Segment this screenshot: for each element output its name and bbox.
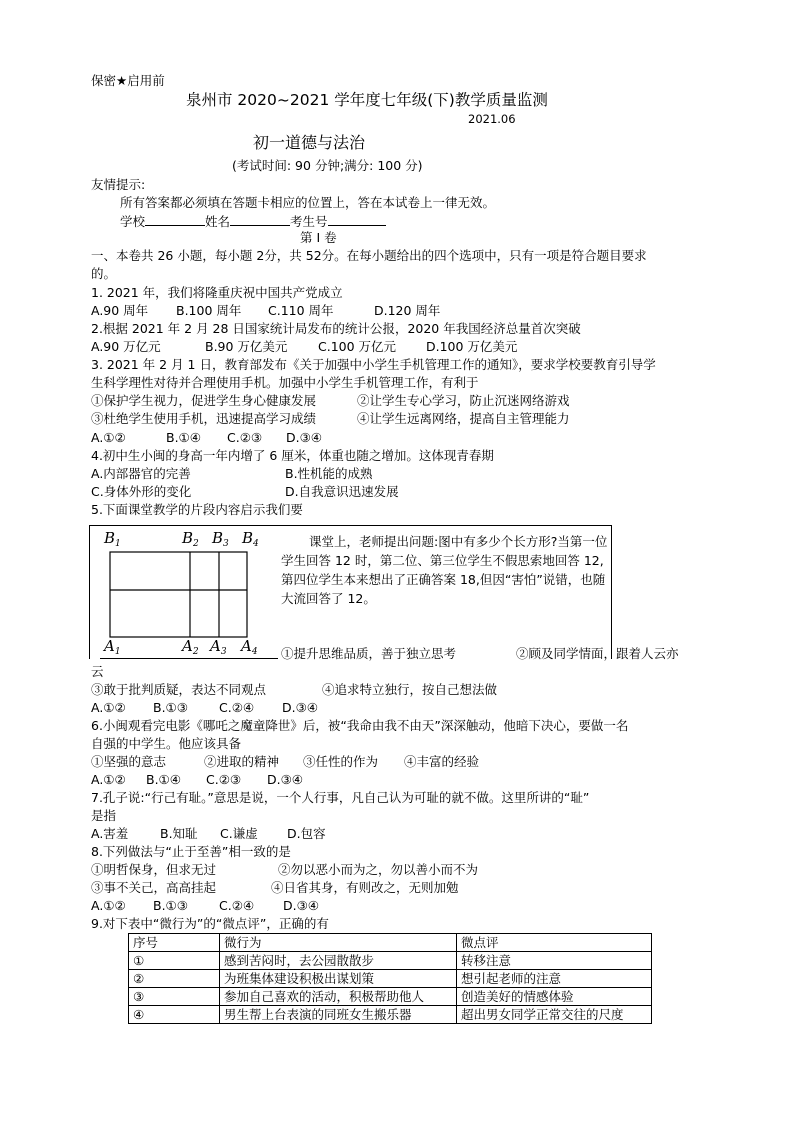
table-cell: 超出男女同学正常交往的尺度 bbox=[457, 1006, 652, 1024]
exam-date: 2021.06 bbox=[468, 112, 516, 126]
q3-stem-line1: 3. 2021 年 2 月 1 日，教育部发布《关于加强中小学生手机管理工作的通知》，要求学校要教育引导学 bbox=[91, 357, 656, 372]
school-field[interactable] bbox=[145, 213, 205, 226]
exam-title: 泉州市 2020~2021 学年度七年级(下)教学质量监测 bbox=[186, 91, 548, 109]
table-cell: 男生帮上台表演的同班女生搬乐器 bbox=[220, 1006, 457, 1024]
q3-option-c: C.②③ bbox=[227, 430, 263, 445]
q1-option-d: D.120 周年 bbox=[374, 303, 441, 318]
q7-stem-line1: 7.孔子说:“行己有耻。”意思是说，一个人行事，凡自己认为可耻的就不做。这里所讲的“耻” bbox=[91, 790, 590, 805]
exam-info: (考试时间: 90 分钟;满分: 100 分) bbox=[232, 158, 423, 173]
q4-option-d: D.自我意识迅速发展 bbox=[285, 484, 399, 499]
q3-option-d: D.③④ bbox=[286, 430, 323, 445]
table-row bbox=[129, 988, 652, 1006]
q5-statement-1: ①提升思维品质，善于独立思考 bbox=[281, 646, 457, 661]
table-cell: 创造美好的情感体验 bbox=[457, 988, 652, 1006]
q6-option-c: C.②③ bbox=[206, 772, 242, 787]
q7-option-d: D.包容 bbox=[287, 826, 326, 841]
school-label: 学校 bbox=[120, 214, 146, 229]
q4-stem: 4.初中生小闽的身高一年内增了 6 厘米，体重也随之增加。这体现青春期 bbox=[91, 448, 494, 463]
label-b4: $B_4$ bbox=[242, 529, 259, 549]
label-a3: $A_3$ bbox=[210, 637, 227, 656]
name-label: 姓名 bbox=[205, 214, 231, 229]
q2-option-d: D.100 万亿美元 bbox=[426, 339, 518, 354]
q2-option-b: B.90 万亿美元 bbox=[205, 339, 288, 354]
rectangle-grid-figure bbox=[98, 526, 268, 656]
q8-option-d: D.③④ bbox=[283, 898, 320, 913]
label-b2: $B_2$ bbox=[182, 529, 199, 549]
q6-option-a: A.①② bbox=[91, 772, 126, 787]
q5-statement-4: ④追求特立独行，按自己想法做 bbox=[322, 682, 498, 697]
confidential-mark: 保密★启用前 bbox=[91, 73, 165, 88]
q8-statement-4: ④日省其身，有则改之，无则加勉 bbox=[271, 880, 459, 895]
q6-stem-line2: 自强的中学生。他应该具备 bbox=[91, 736, 242, 751]
name-field[interactable] bbox=[230, 213, 290, 226]
section-title: 第 I 卷 bbox=[300, 230, 337, 245]
q8-option-c: C.②④ bbox=[219, 898, 255, 913]
q5-option-c: C.②④ bbox=[219, 700, 255, 715]
table-header-cell: 序号 bbox=[129, 934, 220, 952]
section-intro-line2: 的。 bbox=[91, 266, 117, 281]
q5-story-text: 课堂上，老师提出问题:图中有多少个长方形?当第一位学生回答 12 时，第二位、第三位学生不假思索地回答 12,第四位学生本来想出了正确答案 18,但因“害怕”说错，也随大流回答了 12。 bbox=[281, 534, 608, 606]
q4-option-b: B.性机能的成熟 bbox=[285, 466, 373, 481]
q5-statement-2: ②顾及同学情面，跟着人云亦 bbox=[516, 646, 679, 661]
q5-statement-2-cont: 云 bbox=[91, 664, 104, 679]
q8-statement-1: ①明哲保身，但求无过 bbox=[91, 862, 217, 877]
q6-statement-4: ④丰富的经验 bbox=[404, 754, 480, 769]
q4-option-a: A.内部器官的完善 bbox=[91, 466, 191, 481]
label-b3: $B_3$ bbox=[212, 529, 229, 549]
q8-statement-3: ③事不关己，高高挂起 bbox=[91, 880, 217, 895]
section-intro-line1: 一、本卷共 26 小题，每小题 2分，共 52分。在每小题给出的四个选项中，只有一项是符合题目要求 bbox=[91, 248, 647, 263]
q2-option-c: C.100 万亿元 bbox=[318, 339, 397, 354]
table-row bbox=[129, 1006, 652, 1024]
table-cell: ② bbox=[129, 970, 220, 988]
label-a2: $A_2$ bbox=[182, 637, 199, 656]
q7-stem-line2: 是指 bbox=[91, 808, 117, 823]
q6-statement-3: ③任性的作为 bbox=[303, 754, 379, 769]
q1-stem: 1. 2021 年，我们将隆重庆祝中国共产党成立 bbox=[91, 285, 343, 300]
q7-option-c: C.谦虚 bbox=[220, 826, 258, 841]
table-cell: 转移注意 bbox=[457, 952, 652, 970]
number-label: 考生号 bbox=[290, 214, 328, 229]
q6-statement-2: ②进取的精神 bbox=[204, 754, 280, 769]
q2-option-a: A.90 万亿元 bbox=[91, 339, 161, 354]
q5-stem: 5.下面课堂教学的片段内容启示我们要 bbox=[91, 502, 303, 517]
q1-option-b: B.100 周年 bbox=[176, 303, 242, 318]
table-header-cell: 微行为 bbox=[220, 934, 457, 952]
number-field[interactable] bbox=[328, 213, 386, 226]
q7-option-b: B.知耻 bbox=[160, 826, 198, 841]
notice-heading: 友情提示: bbox=[91, 177, 146, 192]
table-cell: 参加自己喜欢的活动，积极帮助他人 bbox=[220, 988, 457, 1006]
label-b1: $B_1$ bbox=[104, 529, 121, 549]
q8-option-a: A.①② bbox=[91, 898, 126, 913]
label-a1: $A_1$ bbox=[104, 637, 121, 656]
table-header-row bbox=[129, 934, 652, 952]
q3-stem-line2: 生科学理性对待并合理使用手机。加强中小学生手机管理工作，有利于 bbox=[91, 375, 479, 390]
table-cell: ① bbox=[129, 952, 220, 970]
q3-statement-4: ④让学生远离网络，提高自主管理能力 bbox=[357, 411, 570, 426]
student-info-line bbox=[120, 213, 386, 230]
q9-stem: 9.对下表中“微行为”的“微点评”，正确的有 bbox=[91, 916, 329, 931]
q5-option-a: A.①② bbox=[91, 700, 126, 715]
q8-option-b: B.①③ bbox=[153, 898, 188, 913]
q5-option-b: B.①③ bbox=[153, 700, 188, 715]
q6-option-d: D.③④ bbox=[267, 772, 304, 787]
table-cell: 感到苦闷时，去公园散散步 bbox=[220, 952, 457, 970]
q2-stem: 2.根据 2021 年 2 月 28 日国家统计局发布的统计公报，2020 年我国经济总量首次突破 bbox=[91, 321, 581, 336]
q6-option-b: B.①④ bbox=[146, 772, 181, 787]
table-cell: ④ bbox=[129, 1006, 220, 1024]
table-cell: 想引起老师的注意 bbox=[457, 970, 652, 988]
table-cell: ③ bbox=[129, 988, 220, 1006]
q8-statement-2: ②勿以恶小而为之，勿以善小而不为 bbox=[278, 862, 479, 877]
table-row bbox=[129, 970, 652, 988]
q7-option-a: A.害羞 bbox=[91, 826, 129, 841]
q5-statement-3: ③敢于批判质疑，表达不同观点 bbox=[91, 682, 267, 697]
q9-table bbox=[128, 933, 652, 1024]
q5-option-d: D.③④ bbox=[282, 700, 319, 715]
subject-title: 初一道德与法治 bbox=[253, 133, 366, 152]
q3-statement-3: ③杜绝学生使用手机，迅速提高学习成绩 bbox=[91, 411, 317, 426]
q1-option-a: A.90 周年 bbox=[91, 303, 149, 318]
label-a4: $A_4$ bbox=[241, 637, 258, 656]
table-header-cell: 微点评 bbox=[457, 934, 652, 952]
q4-option-c: C.身体外形的变化 bbox=[91, 484, 192, 499]
q6-stem-line1: 6.小闽观看完电影《哪吒之魔童降世》后，被“我命由我不由天”深深触动，他暗下决心，要做一名 bbox=[91, 718, 629, 733]
table-row bbox=[129, 952, 652, 970]
grid-outer-rect bbox=[110, 552, 247, 637]
q3-option-b: B.①④ bbox=[166, 430, 201, 445]
q3-statement-2: ②让学生专心学习，防止沉迷网络游戏 bbox=[357, 393, 570, 408]
q8-stem: 8.下列做法与“止于至善”相一致的是 bbox=[91, 844, 291, 859]
q3-option-a: A.①② bbox=[91, 430, 126, 445]
notice-body: 所有答案都必须填在答题卡相应的位置上，答在本试卷上一律无效。 bbox=[120, 195, 496, 210]
q5-figure-baseline bbox=[100, 658, 278, 659]
q3-statement-1: ①保护学生视力，促进学生身心健康发展 bbox=[91, 393, 317, 408]
q6-statement-1: ①坚强的意志 bbox=[91, 754, 167, 769]
table-cell: 为班集体建设积极出谋划策 bbox=[220, 970, 457, 988]
q1-option-c: C.110 周年 bbox=[268, 303, 334, 318]
